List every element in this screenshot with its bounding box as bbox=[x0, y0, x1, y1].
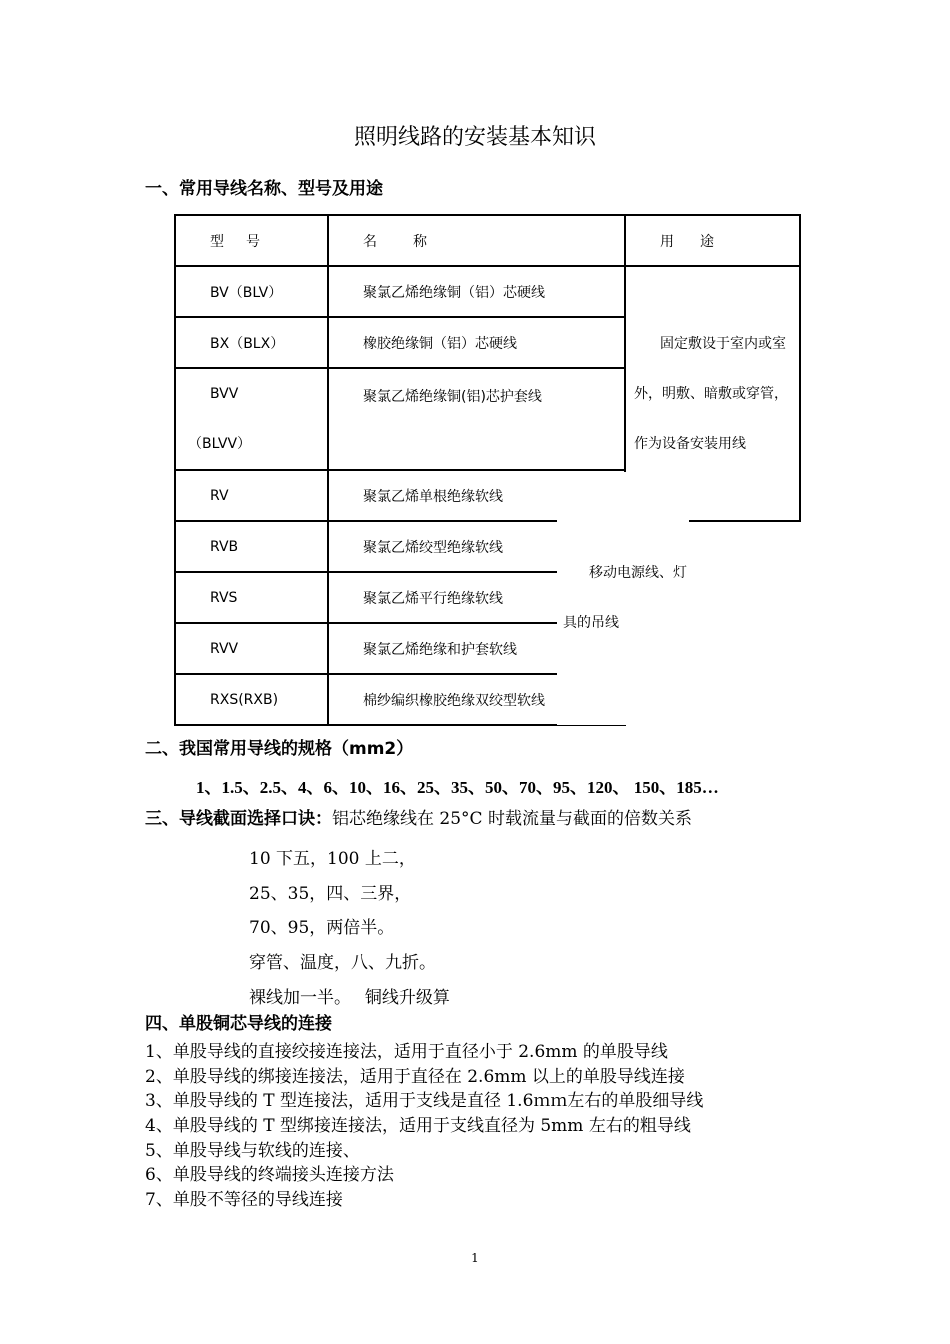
cross-section-heading-label: 三、导线截面选择口诀： bbox=[145, 809, 332, 829]
page-number: 1 bbox=[471, 1251, 479, 1265]
cell-name: 棉纱编织橡胶绝缘双绞型软线 bbox=[328, 674, 625, 725]
section-heading-cross-section bbox=[145, 804, 692, 829]
cell-model: RVB bbox=[175, 521, 328, 572]
cell-model: BV（BLV） bbox=[175, 266, 328, 317]
page-title: 照明线路的安装基本知识 bbox=[353, 125, 596, 150]
rhyme-line: 穿管、温度，八、九折。 bbox=[249, 953, 436, 973]
table-header-row bbox=[175, 215, 800, 266]
cell-name: 聚氯乙烯绝缘和护套软线 bbox=[328, 623, 625, 674]
cell-name: 聚氯乙烯绝缘铜（铝）芯硬线 bbox=[328, 266, 625, 317]
list-item: 6、单股导线的终端接头连接方法 bbox=[145, 1165, 394, 1185]
table-row bbox=[175, 266, 800, 317]
cell-name: 聚氯乙烯绞型绝缘软线 bbox=[328, 521, 625, 572]
rhyme-line: 裸线加一半。 铜线升级算 bbox=[249, 988, 450, 1008]
list-item: 4、单股导线的 T 型绑接连接法，适用于支线直径为 5mm 左右的粗导线 bbox=[145, 1116, 691, 1136]
cell-name: 聚氯乙烯绝缘铜(铝)芯护套线 bbox=[328, 368, 625, 470]
list-item: 7、单股不等径的导线连接 bbox=[145, 1190, 343, 1210]
wire-size-list: 1、1.5、2.5、4、6、10、16、25、35、50、70、95、120、 150、185… bbox=[196, 778, 719, 797]
list-item: 2、单股导线的绑接连接法，适用于直径在 2.6mm 以上的单股导线连接 bbox=[145, 1067, 685, 1087]
table-row bbox=[175, 674, 800, 725]
cell-usage-fixed: 固定敷设于室内或室外，明敷、暗敷或穿管，作为设备安装用线 bbox=[625, 266, 800, 521]
header-usage: 用途 bbox=[625, 215, 800, 266]
table-row bbox=[175, 521, 800, 572]
section-heading-wire-sizes: 二、我国常用导线的规格（mm2） bbox=[145, 739, 414, 759]
cross-section-description: 铝芯绝缘线在 25°C 时载流量与截面的倍数关系 bbox=[332, 809, 692, 829]
cell-name: 聚氯乙烯单根绝缘软线 bbox=[328, 470, 625, 521]
cell-model: RVS bbox=[175, 572, 328, 623]
section-heading-wire-types: 一、常用导线名称、型号及用途 bbox=[145, 179, 383, 199]
header-model: 型号 bbox=[175, 215, 328, 266]
cell-model: BVV （BLVV） bbox=[175, 368, 328, 470]
cell-model: RVV bbox=[175, 623, 328, 674]
list-item: 1、单股导线的直接绞接连接法，适用于直径小于 2.6mm 的单股导线 bbox=[145, 1042, 668, 1062]
cell-usage-mobile: 移动电源线、灯具的吊线 bbox=[557, 472, 689, 725]
wire-table bbox=[174, 214, 801, 726]
cell-model: BX（BLX） bbox=[175, 317, 328, 368]
table-row bbox=[175, 623, 800, 674]
rhyme-line: 25、35，四、三界， bbox=[249, 884, 412, 904]
rhyme-line: 70、95，两倍半。 bbox=[249, 918, 395, 938]
cell-name: 聚氯乙烯平行绝缘软线 bbox=[328, 572, 625, 623]
cell-model: RV bbox=[175, 470, 328, 521]
rhyme-line: 10 下五，100 上二， bbox=[249, 849, 416, 869]
list-item: 5、单股导线与软线的连接、 bbox=[145, 1141, 360, 1161]
header-name: 名称 bbox=[328, 215, 625, 266]
cell-name: 橡胶绝缘铜（铝）芯硬线 bbox=[328, 317, 625, 368]
list-item: 3、单股导线的 T 型连接法，适用于支线是直径 1.6ｍｍ左右的单股细导线 bbox=[145, 1091, 704, 1111]
table-row bbox=[175, 572, 800, 623]
cell-model: RXS(RXB) bbox=[175, 674, 328, 725]
section-heading-connections: 四、单股铜芯导线的连接 bbox=[145, 1014, 332, 1034]
